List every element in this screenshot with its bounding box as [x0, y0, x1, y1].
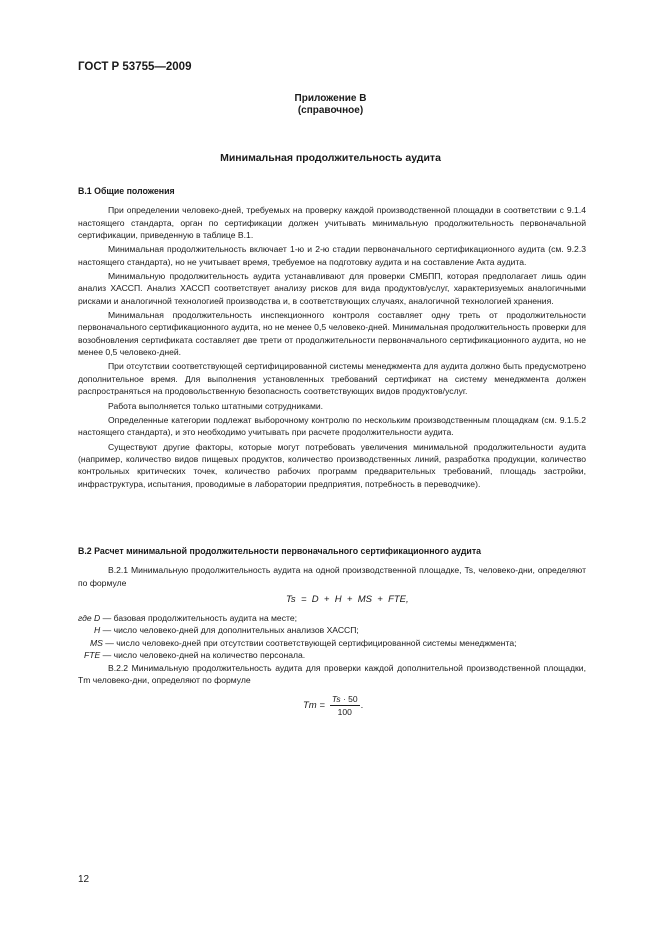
formula-ts: Ts = D + H + MS + FTE,: [286, 594, 409, 605]
paragraph: Минимальную продолжительность аудита устанавливают для проверки СМБПП, которая предполагает лишь один анализ ХАССП. Анализ ХАССП соответствует анализу рисков для вида продуктов/услуг, характеризуемых аналогичными рисками и аналогичной технологией производства и, в соответствующих случаях, аналогичной технологией хранения.: [78, 271, 586, 306]
definition-symbol: где D: [78, 613, 101, 623]
paragraph: При отсутствии соответствующей сертифицированной системы менеджмента для аудита должно быть предусмотрено дополнительное время. Для выполнения установленных требований сертификат на систему менеджмента должен распространяться на продовольственную безопасность соответствующих видов продуктов/услуг.: [78, 361, 586, 397]
main-title: Минимальная продолжительность аудита: [220, 152, 441, 164]
numerator-rest: · 50: [340, 694, 358, 704]
section-heading: В.1 Общие положения: [78, 186, 175, 196]
section-general: [78, 185, 586, 490]
definition-item: [78, 624, 586, 636]
fraction-denominator: 100: [337, 707, 352, 717]
formula-tm: [303, 694, 363, 717]
definition-symbol: MS: [90, 637, 103, 648]
definition-text: — базовая продолжительность аудита на месте;: [100, 613, 298, 623]
definition-item: [78, 637, 586, 649]
formula-definitions: [78, 612, 586, 661]
page-number: 12: [78, 874, 90, 885]
definition-symbol: H: [94, 625, 101, 636]
paragraph: В.2.1 Минимальную продолжительность аудита на одной производственной площадке, Ts, человеко-дни, определяют по формуле: [78, 565, 586, 588]
paragraph: При определении человеко-дней, требуемых на проверку каждой производственной площадки в соответствии с 9.1.4 настоящего стандарта, орган по сертификации должен учитывать минимальную продолжительность первоначальной сертификации, приведенную в таблице В.1.: [78, 205, 586, 241]
formula-tail: .: [360, 700, 364, 711]
paragraph: Определенные категории подлежат выборочному контролю по нескольким производственным площадкам (см. 9.1.5.2 настоящего стандарта), и это необходимо учитывать при расчете продолжительности аудита.: [78, 414, 586, 438]
document-header: ГОСТ Р 53755—2009: [78, 61, 192, 73]
paragraph: В.2.2 Минимальную продолжительность аудита для проверки каждой дополнительной производственной площадки, Tm человеко-дни, определяют по формуле: [78, 663, 586, 686]
paragraph: Минимальная продолжительность включает 1-ю и 2-ю стадии первоначального сертификационного аудита (см. 9.2.3 настоящего стандарта), но не учитывает время, требуемое на подготовку аудита и на составление Акта аудита.: [78, 244, 586, 267]
paragraph: Существуют другие факторы, которые могут потребовать увеличения минимальной продолжительности аудита (например, количество видов пищевых продуктов, количество производственных линий, разработка продукции, количество контрольных критических точек, количество рабочих программ предварительных требований, площадь застройки, инфраструктура, испытания, проводимые в лаборатории предприятия, потребность в переводчике).: [78, 441, 586, 489]
definition-text: — число человеко-дней при отсутствии соответствующей сертифицированной системы менеджмента;: [102, 637, 517, 648]
appendix-title: Приложение В: [294, 93, 367, 104]
section-calculation: [78, 545, 586, 589]
definition-item: [78, 612, 586, 624]
appendix-label: [0, 93, 661, 117]
definition-text: — число человеко-дней на количество персонала.: [100, 650, 306, 661]
paragraph: Минимальная продолжительность инспекционного контроля составляет одну треть от продолжительности первоначального сертификационного аудита, но не менее 0,5 человеко-дней. Минимальная продолжительность проверки для возобновления сертификата составляет две трети от продолжительности первоначального сертификационного аудита, но не менее 0,5 человеко-дней.: [78, 310, 586, 358]
section-heading: В.2 Расчет минимальной продолжительности первоначального сертификационного аудита: [78, 546, 482, 556]
appendix-subtitle: (справочное): [297, 105, 364, 116]
formula-lhs: Tm =: [303, 700, 325, 711]
definition-item: [78, 649, 586, 661]
numerator-variable: Ts: [331, 694, 341, 704]
section-calculation-continued: [78, 662, 586, 687]
fraction-numerator: [330, 694, 360, 706]
definition-text: — число человеко-дней для дополнительных анализов ХАССП;: [100, 625, 359, 636]
formula-fraction: [330, 694, 360, 717]
definition-symbol: FTE: [84, 650, 101, 661]
paragraph: Работа выполняется только штатными сотрудниками.: [108, 400, 324, 411]
